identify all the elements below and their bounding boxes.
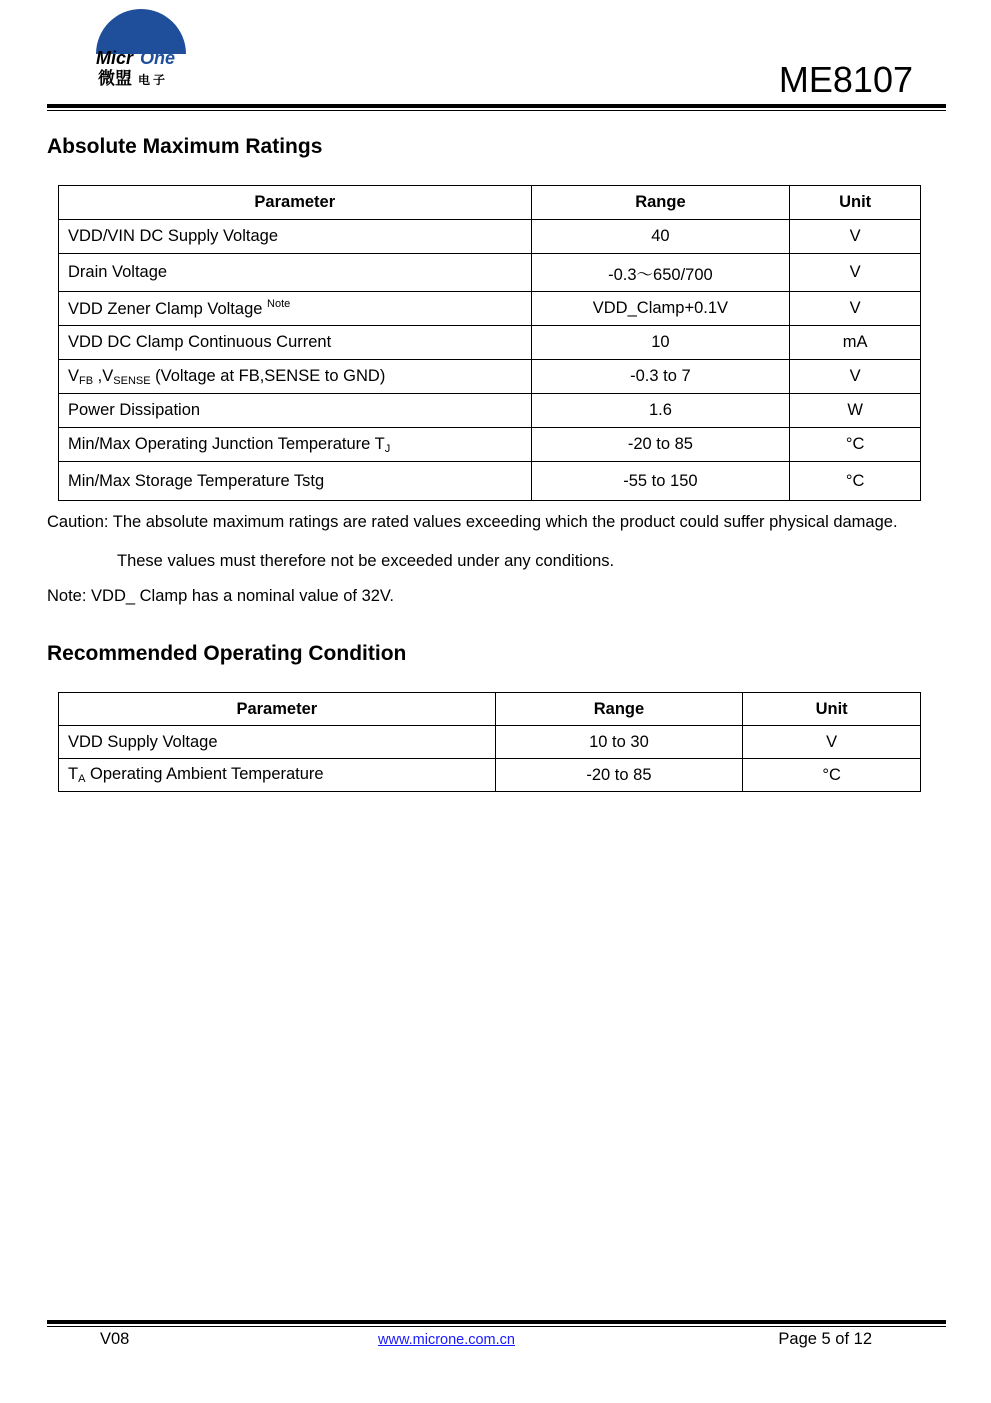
param-sub: J [384,442,391,455]
cell-range: 10 to 30 [495,726,743,759]
svg-text:Micr: Micr [96,48,134,68]
cell-range: -55 to 150 [531,462,790,501]
header-parameter: Parameter [59,693,496,726]
note-superscript: Note [267,298,291,310]
cell-parameter [59,759,496,792]
table-row [59,428,921,462]
table-row [59,292,921,326]
cell-parameter: Power Dissipation [59,394,532,428]
abs-max-table [58,185,921,501]
param-pre: T [68,765,79,783]
svg-text:电子: 电子 [138,73,169,87]
cell-unit: mA [790,326,921,360]
cell-unit: W [790,394,921,428]
header-unit: Unit [790,186,921,220]
cell-parameter: VDD DC Clamp Continuous Current [59,326,532,360]
cell-range: -20 to 85 [495,759,743,792]
cell-unit: °C [790,462,921,501]
rec-op-table [58,692,921,792]
cell-range: -20 to 85 [531,428,790,462]
footer-rule-thick [47,1320,946,1324]
cell-unit: V [790,292,921,326]
caution-text-continued: These values must therefore not be exceeded under any conditions. [117,552,615,570]
abs-max-title: Absolute Maximum Ratings [47,135,323,158]
table-row [59,394,921,428]
footer-page-number: Page 5 of 12 [778,1330,872,1348]
table-row [59,326,921,360]
cell-unit: V [790,360,921,394]
table-row [59,759,921,792]
rec-op-title: Recommended Operating Condition [47,642,407,665]
document-title: ME8107 [778,59,913,100]
cell-parameter [59,292,532,326]
param-sep: , [93,366,103,385]
note-text: Note: VDD_ Clamp has a nominal value of 32V. [47,587,394,605]
table-row [59,220,921,254]
microne-logo-graphic [94,6,190,90]
cell-range: 10 [531,326,790,360]
footer-version: V08 [100,1330,130,1348]
param-text: Operating Ambient Temperature [85,765,324,783]
microne-logo [94,6,190,90]
param-v1: V [68,366,80,385]
param-v2-sub: SENSE [113,374,151,387]
cell-range: 1.6 [531,394,790,428]
cell-range: -0.3 to 7 [531,360,790,394]
param-text: VDD Zener Clamp Voltage [68,300,263,318]
table-header-row [59,186,921,220]
cell-unit: °C [790,428,921,462]
table-row [59,254,921,292]
footer-rule-thin [47,1326,946,1327]
param-rest: (Voltage at FB,SENSE to GND) [150,366,386,385]
header-rule-thick [47,104,946,108]
table-header-row [59,693,921,726]
header-unit: Unit [743,693,921,726]
cell-parameter: VDD/VIN DC Supply Voltage [59,220,532,254]
param-text: Min/Max Operating Junction Temperature T [68,434,385,453]
table-row [59,360,921,394]
cell-parameter: VDD Supply Voltage [59,726,496,759]
svg-text:微盟: 微盟 [98,69,132,89]
param-v2: V [102,366,114,385]
param-sub: A [78,773,86,785]
cell-range: -0.3～650/700 [531,254,790,292]
cell-parameter [59,428,532,462]
cell-parameter: Min/Max Storage Temperature Tstg [59,462,532,501]
footer-website-link[interactable]: www.microne.com.cn [378,1332,515,1348]
cell-parameter: Drain Voltage [59,254,532,292]
svg-text:One: One [140,48,176,68]
param-v1-sub: FB [79,374,94,387]
caution-text: Caution: The absolute maximum ratings are rated values exceeding which the product could suffer physical damage. [47,513,898,531]
header-rule-thin [47,110,946,111]
table-row [59,726,921,759]
table-row [59,462,921,501]
header-range: Range [531,186,790,220]
cell-unit: V [790,220,921,254]
header-parameter: Parameter [59,186,532,220]
cell-range: 40 [531,220,790,254]
cell-unit: V [790,254,921,292]
cell-unit: V [743,726,921,759]
cell-unit: °C [743,759,921,792]
header-range: Range [495,693,743,726]
cell-parameter [59,360,532,394]
cell-range: VDD_Clamp+0.1V [531,292,790,326]
